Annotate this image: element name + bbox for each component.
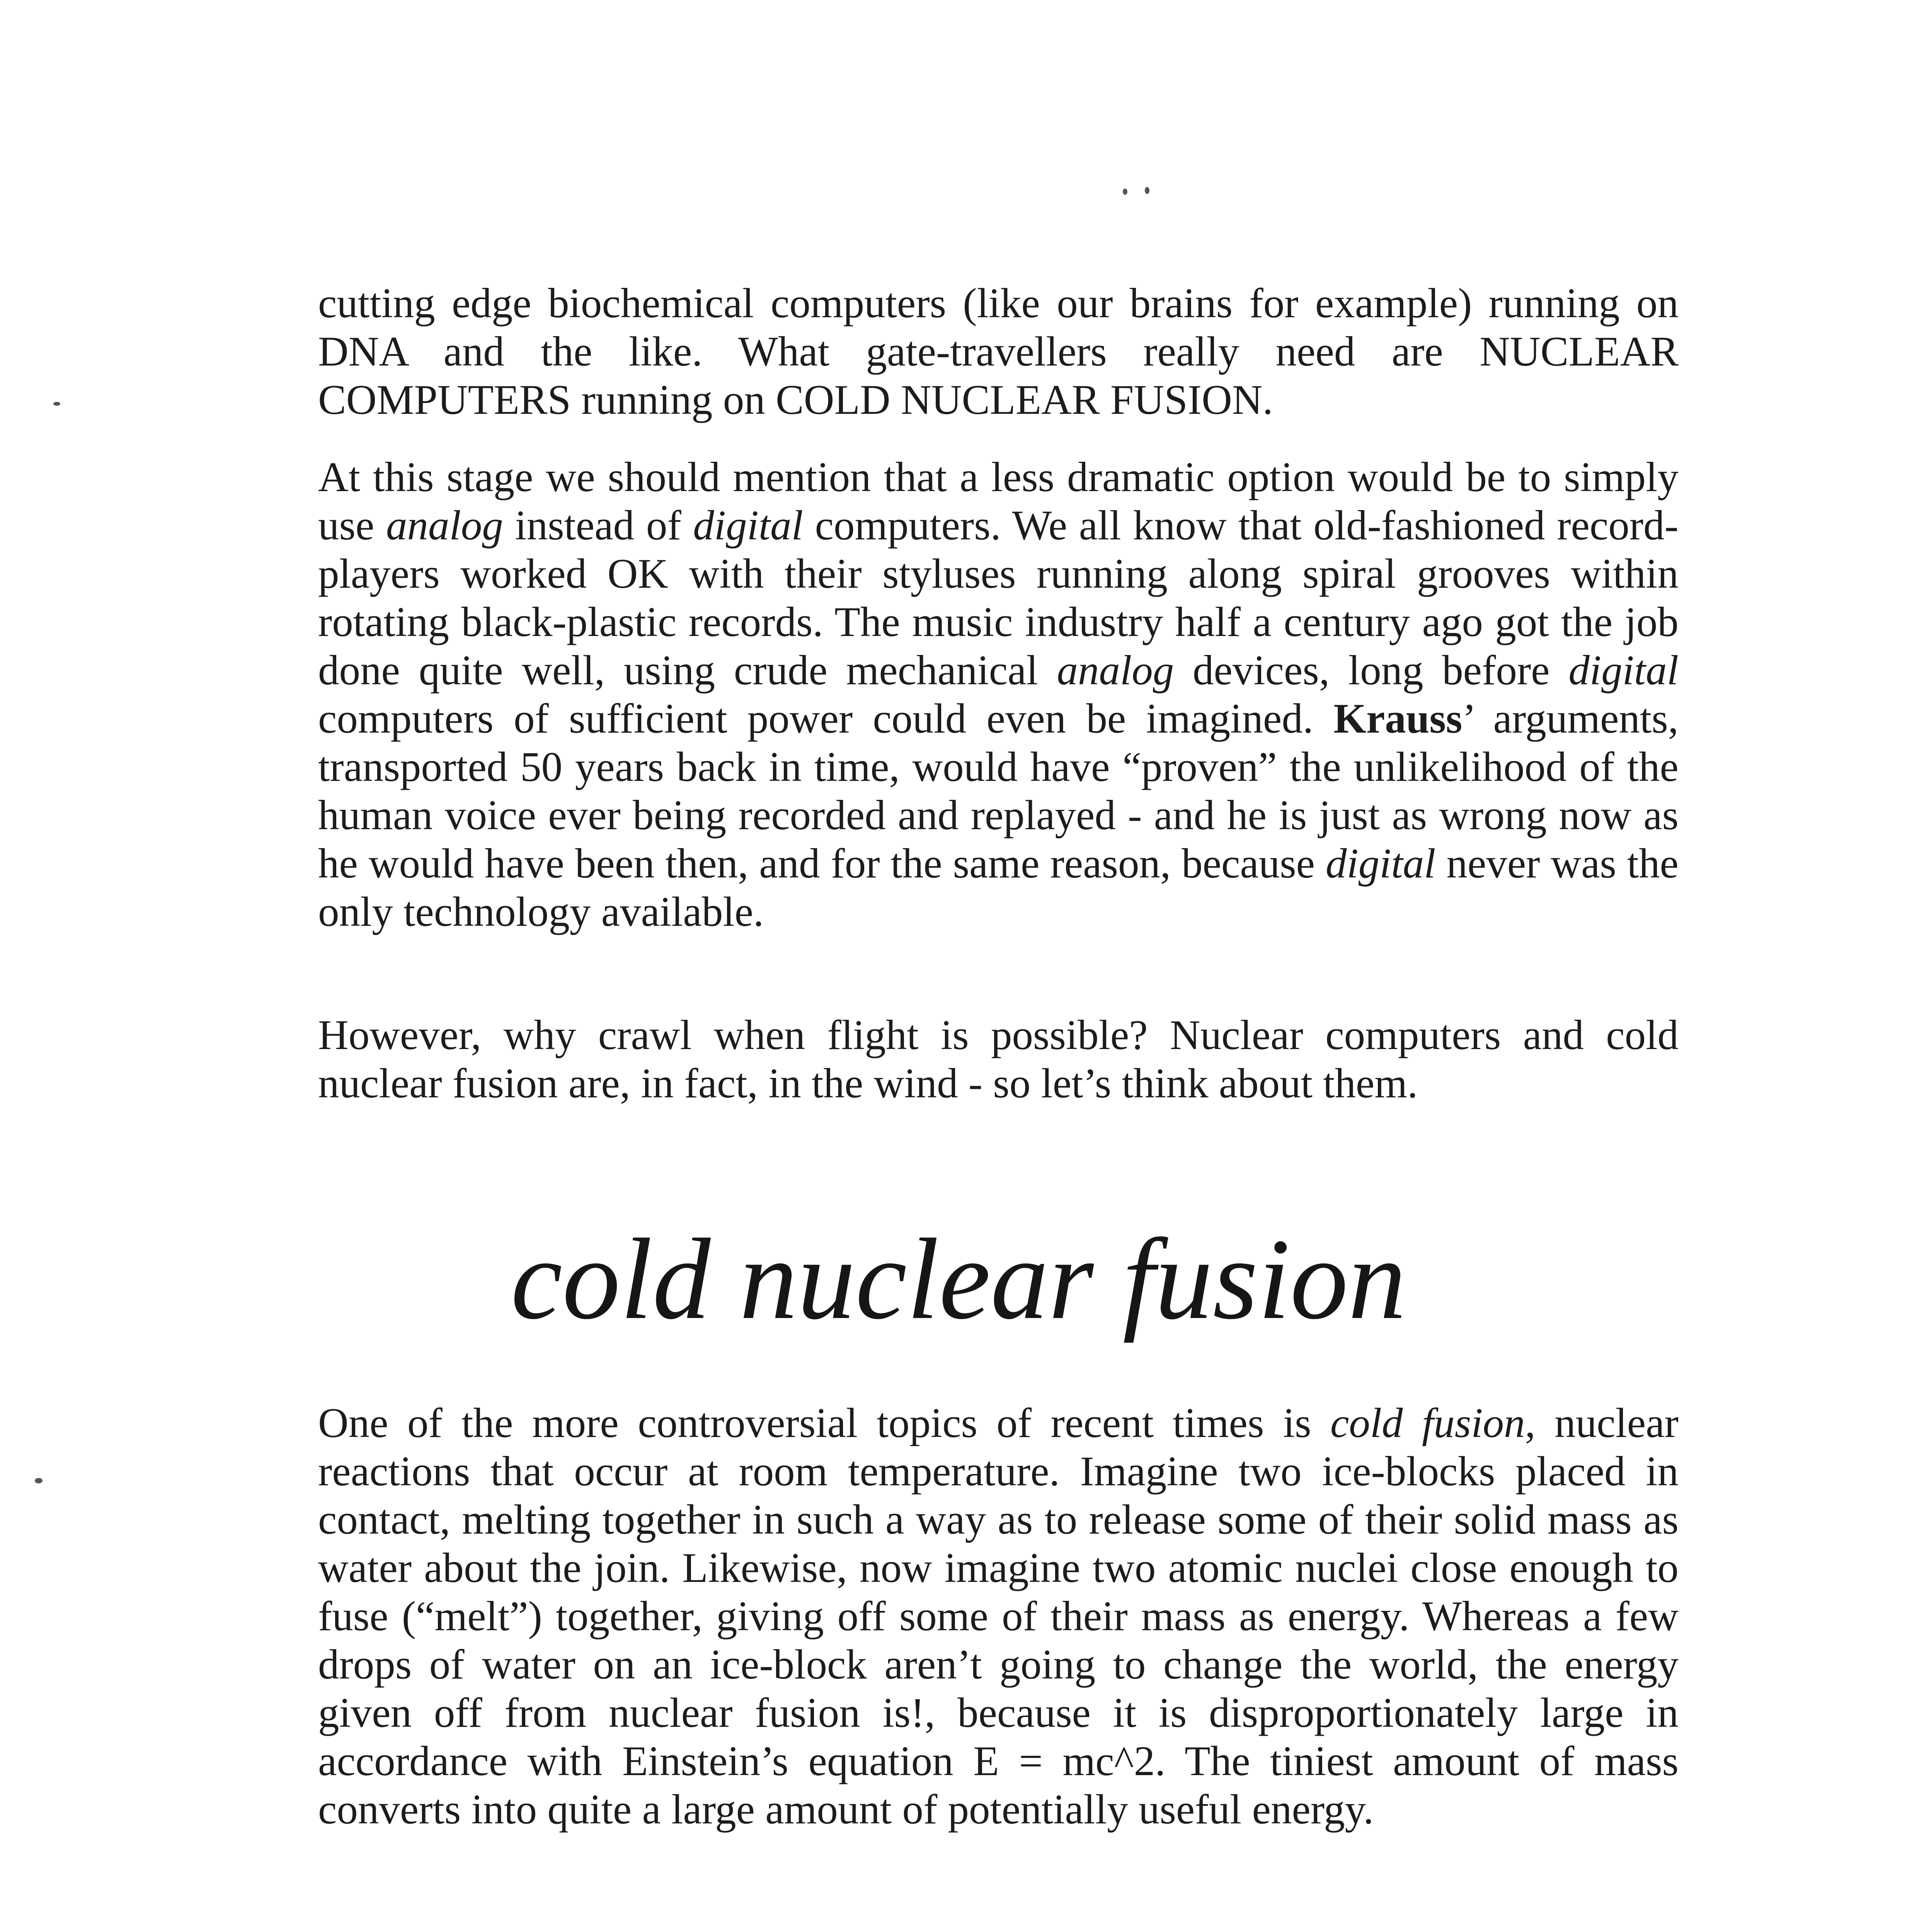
- text-run: One of the more controversial topics of recent times is: [318, 1400, 1330, 1446]
- italic-text: digital: [693, 502, 803, 549]
- text-run: At this stage we should mention that a less dramatic option would be to simply use: [318, 454, 1679, 549]
- paragraph-4: [318, 1399, 1679, 1833]
- paragraph-1: [318, 279, 1679, 424]
- paragraph-3: [318, 1011, 1679, 1107]
- text-run: cutting edge biochemical computers (like our brains for example) running on DNA and the like. What gate-travellers really need are NUCLEAR COMPUTERS running on COLD NUCLEAR FUSION.: [318, 280, 1679, 423]
- scan-speck: [53, 402, 60, 406]
- scan-speck: [1145, 187, 1149, 194]
- section-heading: cold nuclear fusion: [511, 1215, 1406, 1343]
- text-run: never was the only technology available.: [318, 840, 1679, 935]
- text-run: computers of sufficient power could even be imagined.: [318, 695, 1334, 742]
- text-run: ’ arguments, transported 50 years back in time, would have “proven” the unlikelihood of the human voice ever being recorded and replayed - and he is just as wrong now as he would have been then, and for the same reason, because: [318, 695, 1679, 887]
- paragraph-text: [318, 279, 1679, 424]
- paragraph-text: [318, 1399, 1679, 1833]
- paragraph-2: [318, 453, 1679, 936]
- scan-speck: [35, 1478, 43, 1483]
- italic-text: digital: [1325, 840, 1436, 887]
- italic-text: analog: [1057, 647, 1174, 694]
- bold-text: Krauss: [1333, 695, 1462, 742]
- text-run: However, why crawl when flight is possible? Nuclear computers and cold nuclear fusion are, in fact, in the wind - so let’s think about them.: [318, 1012, 1679, 1107]
- italic-text: digital: [1568, 647, 1679, 694]
- text-run: devices, long before: [1174, 647, 1569, 694]
- italic-text: analog: [386, 502, 503, 549]
- text-run: instead of: [503, 502, 693, 549]
- text-run: computers. We all know that old-fashioned record-players worked OK with their styluses running along spiral grooves within rotating black-plastic records. The music industry half a century ago got the job done quite well, using crude mechanical: [318, 502, 1679, 694]
- paragraph-text: [318, 1011, 1679, 1107]
- italic-text: cold fusion: [1330, 1400, 1525, 1446]
- scan-speck: [1123, 189, 1127, 195]
- text-run: , nuclear reactions that occur at room temperature. Imagine two ice-blocks placed in contact, melting together in such a way as to release some of their solid mass as water about the join. Likewise, now imagine two atomic nuclei close enough to fuse (“melt”) together, giving off some of their mass as energy. Whereas a few drops of water on an ice-block aren’t going to change the world, the energy given off from nuclear fusion is!, because it is disproportionately large in accordance with Einstein’s equation E = mc^2. The tiniest amount of mass converts into quite a large amount of potentially useful energy.: [318, 1400, 1679, 1833]
- paragraph-text: [318, 453, 1679, 936]
